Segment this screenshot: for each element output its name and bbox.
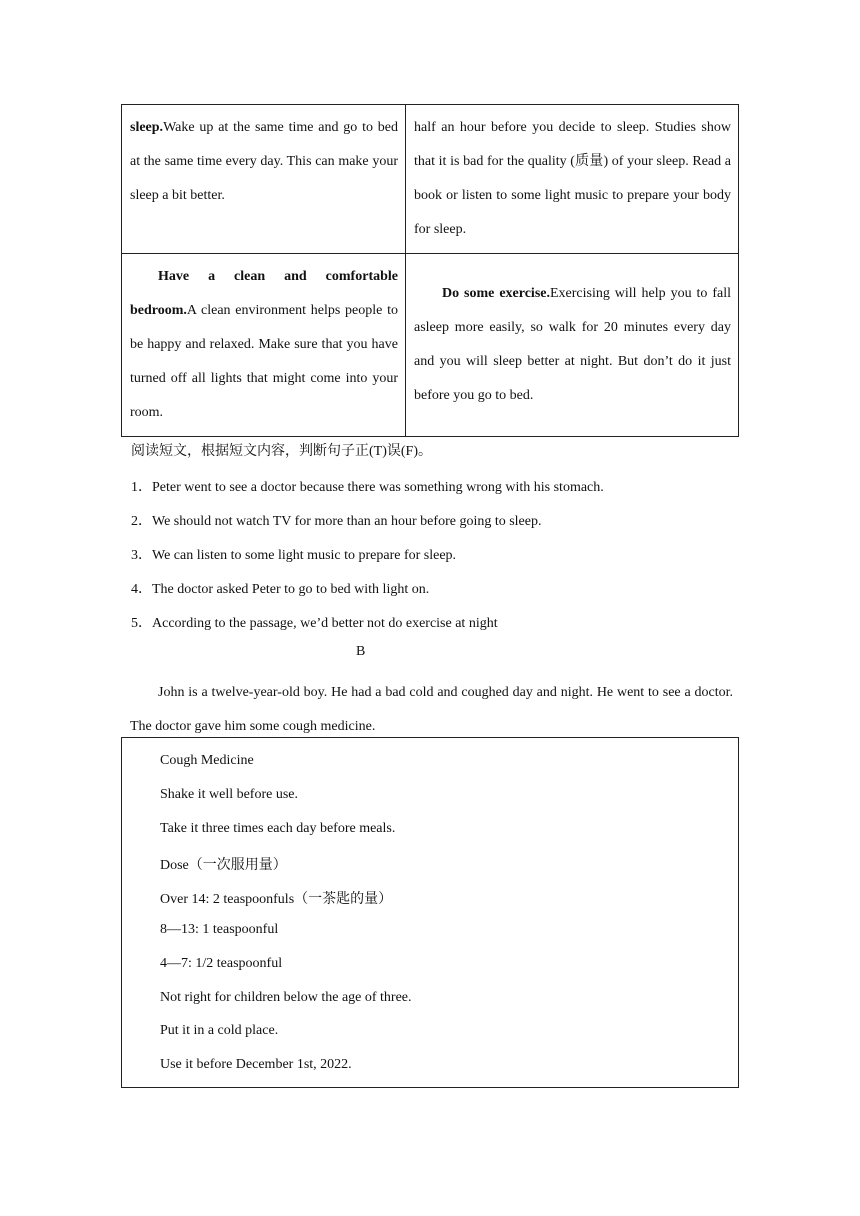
label-line: 4—7: 1/2 teaspoonful [160,956,283,971]
tip-text: Wake up at the same time and go to bed at the same time every day. This can make your sleep a bit better. [130,120,398,203]
label-line: 8—13: 1 teaspoonful [160,922,279,937]
table-cell [122,254,406,437]
table-row [122,105,739,254]
passage-b-text: John is a twelve-year-old boy. He had a bad cold and coughed day and night. He went to see a doctor. The doctor gave him some cough medicine. [130,685,733,734]
sleep-tips-table [121,104,739,437]
section-heading-b: B [356,644,366,659]
label-line: Put it in a cold place. [160,1023,279,1038]
label-line: Cough Medicine [160,753,254,768]
label-line: Dose（一次服用量） [160,858,287,873]
label-line: Shake it well before use. [160,787,299,802]
label-line: Take it three times each day before meals. [160,821,396,836]
tip-text: Exercising will help you to fall asleep more easily, so walk for 20 minutes every day and you will sleep better at night. But don’t do it just before you go to bed. [414,286,732,403]
instruction-text: 阅读短文，根据短文内容，判断句子正(T)误(F)。 [131,444,432,459]
question-5: 5．According to the passage, we’d better not do exercise at night [131,616,498,631]
table-cell [406,105,739,254]
passage-b [130,676,733,744]
question-2: 2．We should not watch TV for more than an hour before going to sleep. [131,514,542,529]
table-cell [122,105,406,254]
table-row [122,254,739,437]
tip-heading: Have a clean and comfortable bedroom. [130,269,398,318]
question-3: 3．We can listen to some light music to prepare for sleep. [131,548,457,563]
question-4: 4．The doctor asked Peter to go to bed with light on. [131,582,430,597]
tip-heading: sleep. [130,120,164,135]
table-cell [406,254,739,437]
label-line: Over 14: 2 teaspoonfuls（一茶匙的量） [160,892,393,907]
tip-text: half an hour before you decide to sleep. Studies show that it is bad for the quality (质量) of your sleep. Read a book or listen to some light music to prepare your body for sleep. [414,120,731,237]
label-line: Use it before December 1st, 2022. [160,1057,352,1072]
question-1: 1．Peter went to see a doctor because there was something wrong with his stomach. [131,480,604,495]
tip-text: A clean environment helps people to be happy and relaxed. Make sure that you have turned off all lights that might come into your room. [130,303,398,420]
tip-heading: Do some exercise. [442,286,550,301]
medicine-label-box [121,737,739,1088]
label-line: Not right for children below the age of three. [160,990,412,1005]
